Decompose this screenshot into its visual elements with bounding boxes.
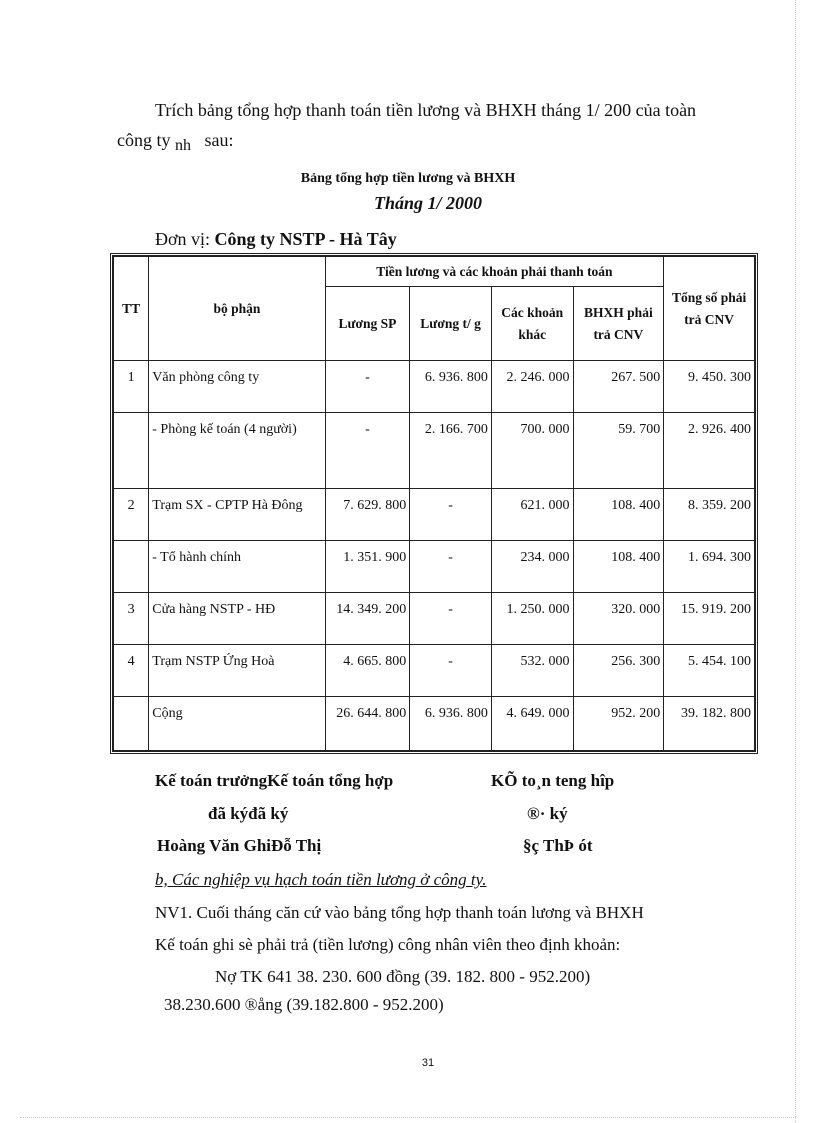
cell-bhxh: 108. 400 <box>573 541 664 593</box>
cell-tg: 2. 166. 700 <box>410 413 492 489</box>
cell-sp: 26. 644. 800 <box>325 697 410 751</box>
cell-tt: 1 <box>114 361 149 413</box>
cell-bhxh: 320. 000 <box>573 593 664 645</box>
intro-line-1: Trích bảng tổng hợp thanh toán tiền lương và BHXH tháng 1/ 200 của toàn <box>155 100 697 120</box>
cell-sp: - <box>325 361 410 413</box>
cell-tong: 9. 450. 300 <box>664 361 755 413</box>
cell-tt <box>114 541 149 593</box>
signature-title-left: Kế toán trưởngKế toán tổng hợp <box>155 771 394 790</box>
intro-line-2 <box>117 130 234 154</box>
cell-sp: 1. 351. 900 <box>325 541 410 593</box>
nv1-line-2: Kế toán ghi sè phải trả (tiền lương) công nhân viên theo định khoản: <box>155 935 621 954</box>
signature-name-right: §ç ThÞ ót <box>523 836 593 855</box>
header-group: Tiền lương và các khoản phải thanh toán <box>325 257 664 287</box>
cell-tg: 6. 936. 800 <box>410 697 492 751</box>
cell-tg: - <box>410 541 492 593</box>
signature-name-left: Hoàng Văn GhiĐỗ Thị <box>157 836 322 855</box>
unit-line <box>155 229 397 250</box>
page-number: 31 <box>421 1057 435 1069</box>
cell-dept: Văn phòng công ty <box>149 361 325 413</box>
unit-name: Công ty NSTP - Hà Tây <box>214 229 397 249</box>
cell-khac: 532. 000 <box>491 645 573 697</box>
header-tt: TT <box>114 257 149 361</box>
header-bhxh: BHXH phải trả CNV <box>573 287 664 361</box>
cell-khac: 2. 246. 000 <box>491 361 573 413</box>
header-luong-tg: Lương t/ g <box>410 287 492 361</box>
signature-status-right: ®· ký <box>527 804 568 823</box>
cell-tg: - <box>410 645 492 697</box>
cell-tg: 6. 936. 800 <box>410 361 492 413</box>
header-luong-sp: Lương SP <box>325 287 410 361</box>
cell-sp: - <box>325 413 410 489</box>
journal-entry-amount: 38.230.600 ®ång (39.182.800 - 952.200) <box>164 995 444 1014</box>
journal-entry-debit: Nợ TK 641 38. 230. 600 đồng (39. 182. 800 - 952.200) <box>215 967 591 986</box>
cell-tt: 2 <box>114 489 149 541</box>
cell-tong: 39. 182. 800 <box>664 697 755 751</box>
cell-dept: Cộng <box>149 697 325 751</box>
cell-dept: - Tổ hành chính <box>149 541 325 593</box>
payroll-table <box>110 253 758 754</box>
header-cac-khoan: Các khoản khác <box>491 287 573 361</box>
intro-line-2-end: sau: <box>204 130 234 150</box>
page-bottom-border <box>20 1117 796 1118</box>
cell-khac: 234. 000 <box>491 541 573 593</box>
section-heading: b, Các nghiệp vụ hạch toán tiền lương ở công ty. <box>155 870 487 889</box>
cell-khac: 4. 649. 000 <box>491 697 573 751</box>
cell-dept: Trạm SX - CPTP Hà Đông <box>149 489 325 541</box>
cell-tong: 5. 454. 100 <box>664 645 755 697</box>
cell-tt <box>114 697 149 751</box>
table-subtitle: Tháng 1/ 2000 <box>373 193 483 213</box>
cell-tong: 15. 919. 200 <box>664 593 755 645</box>
header-dept: bộ phận <box>149 257 325 361</box>
signature-title-right: KÕ to¸n teng hîp <box>491 771 615 790</box>
cell-bhxh: 952. 200 <box>573 697 664 751</box>
cell-bhxh: 256. 300 <box>573 645 664 697</box>
cell-tong: 8. 359. 200 <box>664 489 755 541</box>
cell-tt <box>114 413 149 489</box>
cell-dept: - Phòng kế toán (4 người) <box>149 413 325 489</box>
table-row <box>114 645 755 697</box>
cell-sp: 4. 665. 800 <box>325 645 410 697</box>
intro-line-2-subscript: nh <box>175 137 191 154</box>
cell-tong: 2. 926. 400 <box>664 413 755 489</box>
cell-tg: - <box>410 593 492 645</box>
table-row-total <box>114 697 755 751</box>
cell-khac: 700. 000 <box>491 413 573 489</box>
cell-dept: Cửa hàng NSTP - HĐ <box>149 593 325 645</box>
table-title: Bảng tổng hợp tiền lương và BHXH <box>300 171 516 186</box>
cell-tg: - <box>410 489 492 541</box>
cell-dept: Trạm NSTP Ứng Hoà <box>149 645 325 697</box>
nv1-line-1: NV1. Cuối tháng căn cứ vào bảng tổng hợp thanh toán lương và BHXH <box>155 903 644 922</box>
cell-khac: 1. 250. 000 <box>491 593 573 645</box>
cell-sp: 14. 349. 200 <box>325 593 410 645</box>
cell-sp: 7. 629. 800 <box>325 489 410 541</box>
header-total: Tổng số phải trả CNV <box>664 257 755 361</box>
signature-status-left: đã kýđã ký <box>208 804 289 823</box>
table-row <box>114 593 755 645</box>
cell-tt: 4 <box>114 645 149 697</box>
cell-tt: 3 <box>114 593 149 645</box>
cell-bhxh: 59. 700 <box>573 413 664 489</box>
cell-bhxh: 267. 500 <box>573 361 664 413</box>
table-row <box>114 361 755 413</box>
cell-bhxh: 108. 400 <box>573 489 664 541</box>
table-row <box>114 541 755 593</box>
unit-label: Đơn vị: <box>155 229 211 249</box>
table-row <box>114 489 755 541</box>
cell-khac: 621. 000 <box>491 489 573 541</box>
cell-tong: 1. 694. 300 <box>664 541 755 593</box>
intro-line-2-start: công ty <box>117 130 171 150</box>
table-row <box>114 413 755 489</box>
page-right-border <box>795 0 796 1123</box>
